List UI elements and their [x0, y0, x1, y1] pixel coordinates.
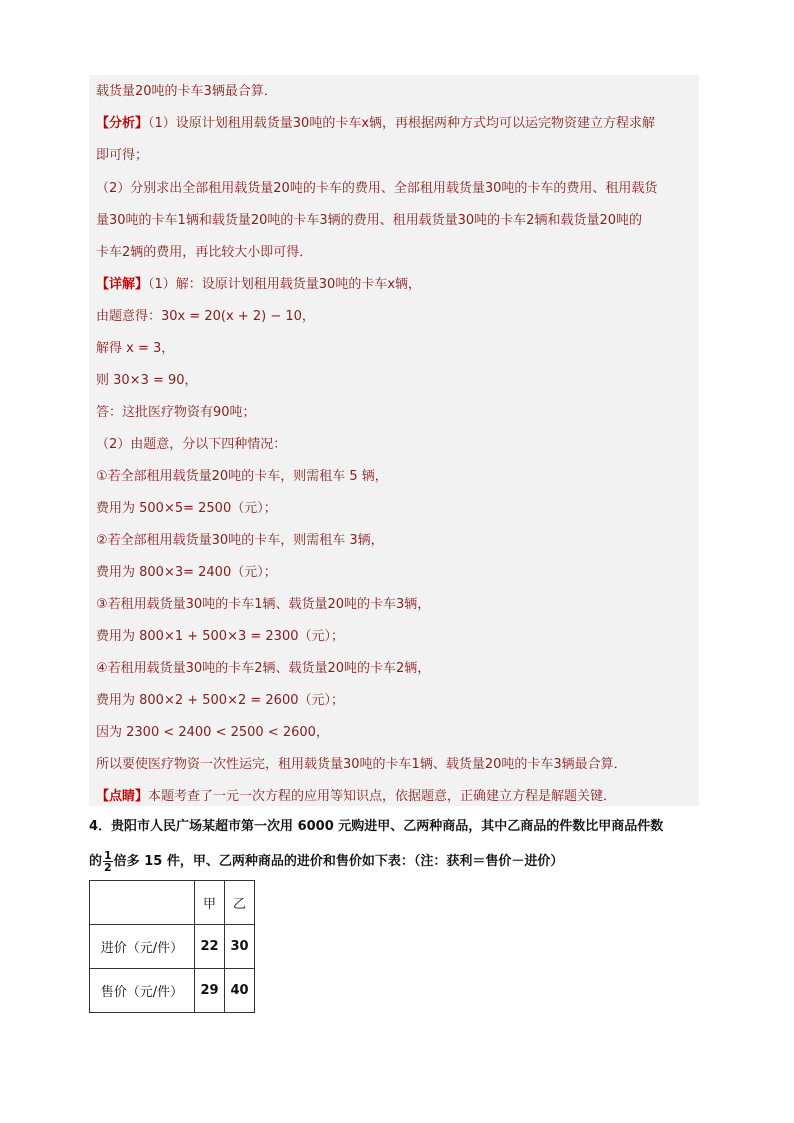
- solution-line: （2）由题意，分以下四种情况：: [96, 437, 287, 452]
- table-header-cell: [90, 881, 195, 925]
- table-row: [90, 969, 255, 1013]
- analysis-tag: 【分析】: [96, 116, 149, 131]
- row-label: 售价（元/件）: [90, 969, 195, 1013]
- solution-line: 答：这批医疗物资有90吨；: [96, 405, 256, 420]
- table-cell: 29: [195, 969, 225, 1013]
- table-cell: 30: [225, 925, 255, 969]
- solution-line: 量30吨的卡车1辆和载货量20吨的卡车3辆的费用、租用载货量30吨的卡车2辆和载货量20吨的: [96, 213, 642, 228]
- detail-tag: 【详解】: [96, 277, 149, 292]
- solution-line: ②若全部租用载货量30吨的卡车，则需租车 3辆，: [96, 533, 384, 548]
- detail-line: 【详解】（1）解：设原计划租用载货量30吨的卡车x辆，: [96, 277, 422, 292]
- solution-line: （2）分别求出全部租用载货量20吨的卡车的费用、全部租用载货量30吨的卡车的费用、租用载货: [96, 181, 658, 196]
- solution-line: 解得 x = 3，: [96, 341, 175, 356]
- solution-line: ③若租用载货量30吨的卡车1辆、载货量20吨的卡车3辆，: [96, 597, 431, 612]
- table-header-cell: 乙: [225, 881, 255, 925]
- solution-line: ①若全部租用载货量20吨的卡车，则需租车 5 辆，: [96, 469, 388, 484]
- table-cell: 22: [195, 925, 225, 969]
- solution-line: 费用为 800×1 + 500×3 = 2300（元）；: [96, 629, 344, 644]
- comment-line: 【点睛】本题考查了一元一次方程的应用等知识点，依据题意，正确建立方程是解题关键．: [96, 789, 617, 804]
- solution-line: 费用为 800×2 + 500×2 = 2600（元）；: [96, 693, 344, 708]
- solution-line: 卡车2辆的费用，再比较大小即可得．: [96, 245, 313, 260]
- solution-line: 所以要使医疗物资一次性运完，租用载货量30吨的卡车1辆、载货量20吨的卡车3辆最合算．: [96, 757, 627, 772]
- price-table: [89, 880, 255, 1013]
- solution-line: 因为 2300 < 2400 < 2500 < 2600，: [96, 725, 329, 740]
- analysis-line: 【分析】（1）设原计划租用载货量30吨的卡车x辆，再根据两种方式均可以运完物资建立方程求解: [96, 116, 656, 131]
- solution-line: 由题意得：30x = 20(x + 2) − 10，: [96, 309, 315, 324]
- solution-line: 则 30×3 = 90，: [96, 373, 198, 388]
- solution-line: 费用为 800×3= 2400（元）；: [96, 565, 277, 580]
- table-cell: 40: [225, 969, 255, 1013]
- solution-line: 即可得；: [96, 148, 149, 163]
- table-header-cell: 甲: [195, 881, 225, 925]
- table-row: [90, 925, 255, 969]
- table-header-row: [90, 881, 255, 925]
- solution-line: 载货量20吨的卡车3辆最合算．: [96, 84, 277, 99]
- row-label: 进价（元/件）: [90, 925, 195, 969]
- comment-tag: 【点睛】: [96, 789, 149, 804]
- problem-4-line-2: 的 $\frac{1}{2}$ 倍多 15 件，甲、乙两种商品的进价和售价如下表：（注：获利＝售价－进价）: [89, 849, 564, 874]
- solution-line: ④若租用载货量30吨的卡车2辆、载货量20吨的卡车2辆，: [96, 661, 431, 676]
- problem-4-line-1: 4．贵阳市人民广场某超市第一次用 6000 元购进甲、乙两种商品，其中乙商品的件数比甲商品件数: [89, 819, 664, 834]
- solution-line: 费用为 500×5= 2500（元）；: [96, 501, 277, 516]
- fraction: $\frac{1}{2}$: [104, 849, 112, 874]
